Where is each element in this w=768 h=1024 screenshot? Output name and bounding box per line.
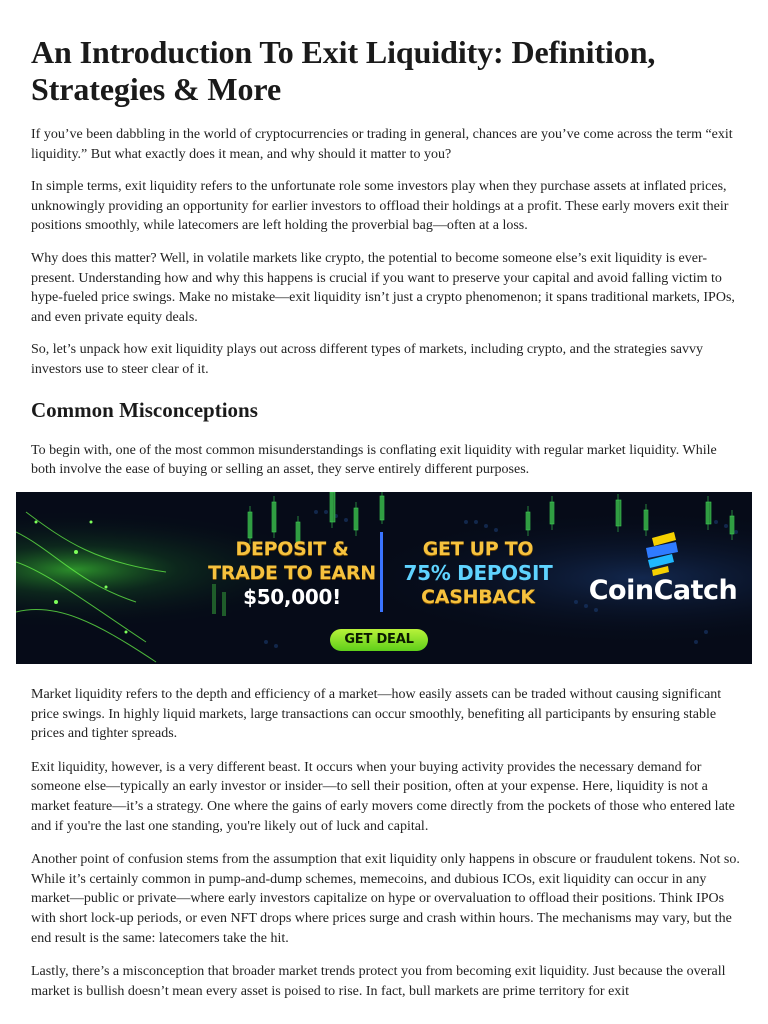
paragraph-lastly: Lastly, there’s a misconception that broader market trends protect you from becoming exit liquidity. Just because the overall market is bullish doesn’t mean every asset is poised to rise. In fact, bull markets are prime territory for exit: [31, 964, 726, 999]
banner-divider: [380, 532, 383, 612]
paragraph-section-intro: To begin with, one of the most common misunderstandings is conflating exit liquidity with regular market liquidity. While both involve the ease of buying or selling an asset, they serve entirely different purposes.: [31, 442, 717, 478]
banner-mid-line1: GET UP TO: [422, 538, 534, 560]
get-deal-button[interactable]: GET DEAL: [330, 629, 428, 651]
paragraph-intro: If you’ve been dabbling in the world of cryptocurrencies or trading in general, chances are you’ve come across the term “exit liquidity.” But what exactly does it mean, and why should it matter to you?: [31, 127, 733, 162]
banner-promo-left: [182, 537, 402, 609]
article-continued: [31, 685, 741, 1001]
paragraph-confusion: Another point of confusion stems from the assumption that exit liquidity only happens in obscure or fraudulent tokens. Not so. While it’s certainly common in pump-and-dump schemes, memecoins, and dubious ICOs, exit liquidity can occur in any market—public or private—where early investors capitalize on hype or overvaluation to offload their positions. Think IPOs with short lock-up periods, or even NFT drops where prices surge and crash within hours. The mechanisms may vary, but the end result is the same: latecomers take the hit.: [31, 852, 740, 946]
section-heading: Common Misconceptions: [31, 397, 258, 422]
article-title: An Introduction To Exit Liquidity: Definition, Strategies & More: [31, 34, 656, 107]
banner-left-line2: TRADE TO EARN: [208, 562, 376, 584]
paragraph-why-matters: Why does this matter? Well, in volatile markets like crypto, the potential to become someone else’s exit liquidity is ever-present. Understanding how and why this happens is crucial if you want to preserve your capital and avoid falling victim to hype-fueled price swings. Make no mistake—exit liquidity isn’t just a crypto phenomenon; it spans traditional markets, IPOs, and even private equity deals.: [31, 250, 735, 325]
paragraph-definition: In simple terms, exit liquidity refers to the unfortunate role some investors play when they purchase assets at inflated prices, unknowingly providing an opportunity for earlier investors to offload their holdings at a profit. These early movers exit their positions smoothly, while latecomers are left holding the proverbial bag—often at a loss.: [31, 179, 729, 234]
banner-promo-middle: [390, 537, 566, 609]
paragraph-unpack: So, let’s unpack how exit liquidity plays out across different types of markets, including crypto, and the strategies savvy investors use to steer clear of it.: [31, 342, 703, 377]
article-top: [31, 0, 741, 480]
banner-mid-line2: 75% DEPOSIT: [403, 561, 553, 585]
banner-brand-name: CoinCatch: [588, 575, 738, 606]
coincatch-logo-icon: [636, 528, 686, 578]
banner-mid-line3: CASHBACK: [421, 586, 535, 608]
paragraph-market-liquidity: Market liquidity refers to the depth and efficiency of a market—how easily assets can be traded without causing significant price swings. In highly liquid markets, large transactions can occur smoothly, benefiting all participants by ensuring stable prices and tighter spreads.: [31, 687, 722, 742]
ad-banner[interactable]: [16, 492, 752, 664]
banner-left-line1: DEPOSIT &: [235, 538, 349, 560]
paragraph-exit-liquidity: Exit liquidity, however, is a very different beast. It occurs when your buying activity provides the necessary demand for someone else—typically an early investor or insider—to sell their position, often at your expense. Here, liquidity is not a market feature—it’s a strategy. One where the gains of early movers come directly from the pockets of those who entered late and if you're the last one standing, you're likely out of luck and capital.: [31, 759, 735, 834]
banner-left-line3: $50,000!: [243, 585, 341, 609]
